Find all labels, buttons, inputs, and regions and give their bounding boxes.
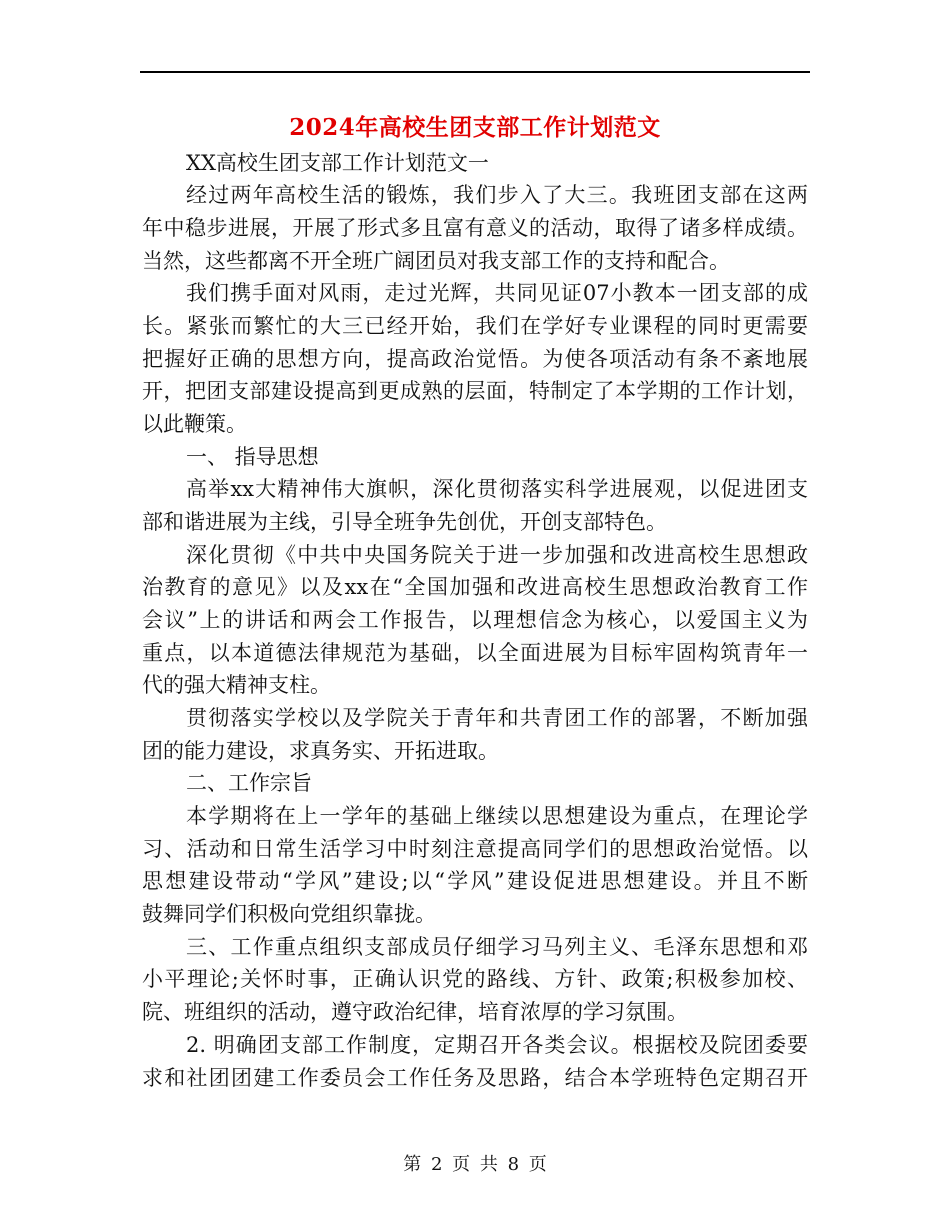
page-number: 第 2 页 共 8 页: [403, 1154, 547, 1175]
text-line: 院、班组织的活动，遵守政治纪律，培育浓厚的学习氛围。: [142, 1000, 688, 1025]
text-line: 代的强大精神支柱。: [142, 673, 331, 698]
paragraph: [142, 473, 808, 538]
text-line: 部和谐进展为主线，引导全班争先创优，开创支部特色。: [142, 510, 667, 535]
text-line: 治教育的意见》以及xx在“全国加强和改进高校生思想政治教育工作: [142, 575, 808, 600]
paragraph: [142, 1029, 808, 1094]
text-line: 我们携手面对风雨，走过光辉，共同见证07小教本一团支部的成: [186, 281, 808, 306]
text-line: 习、活动和日常生活学习中时刻注意提高同学们的思想政治觉悟。以: [142, 836, 808, 861]
section-heading: [142, 441, 808, 474]
text-line: 三、工作重点组织支部成员仔细学习马列主义、毛泽东思想和邓: [186, 934, 808, 959]
text-line: 2. 明确团支部工作制度，定期召开各类会议。根据校及院团委要: [186, 1032, 808, 1057]
text-line: 思想建设带动“学风”建设;以“学风”建设促进思想建设。并且不断: [142, 869, 808, 894]
text-line: 长。紧张而繁忙的大三已经开始，我们在学好专业课程的同时更需要: [142, 314, 808, 339]
text-line: 当然，这些都离不开全班广阔团员对我支部工作的支持和配合。: [142, 248, 730, 273]
text-line: 团的能力建设，求真务实、开拓进取。: [142, 738, 499, 763]
paragraph: [142, 702, 808, 767]
text-line: 以此鞭策。: [142, 412, 247, 437]
heading-line: 二、工作宗旨: [186, 771, 312, 796]
paragraph: [142, 539, 808, 702]
paragraph-subtitle: [142, 147, 808, 180]
paragraph: [142, 800, 808, 931]
paragraph: [142, 179, 808, 277]
text-line: 贯彻落实学校以及学院关于青年和共青团工作的部署，不断加强: [186, 706, 808, 731]
document-body: [142, 147, 808, 1094]
heading-line: 一、 指导思想: [186, 444, 319, 469]
text-line: 经过两年高校生活的锻炼，我们步入了大三。我班团支部在这两: [186, 183, 808, 208]
text-line: 把握好正确的思想方向，提高政治觉悟。为使各项活动有条不紊地展: [142, 346, 808, 371]
text-line: 求和社团团建工作委员会工作任务及思路，结合本学班特色定期召开: [142, 1065, 808, 1090]
paragraph: [142, 931, 808, 1029]
text-line: XX高校生团支部工作计划范文一: [186, 150, 489, 175]
text-line: 重点，以本道德法律规范为基础，以全面进展为目标牢固构筑青年一: [142, 640, 808, 665]
text-line: 本学期将在上一学年的基础上继续以思想建设为重点，在理论学: [186, 804, 808, 829]
text-line: 开，把团支部建设提高到更成熟的层面，特制定了本学期的工作计划，: [142, 379, 808, 404]
text-line: 小平理论;关怀时事，正确认识党的路线、方针、政策;积极参加校、: [142, 967, 808, 992]
document-title: 2024年高校生团支部工作计划范文: [289, 114, 661, 141]
text-line: 鼓舞同学们积极向党组织靠拢。: [142, 902, 436, 927]
text-line: 高举xx大精神伟大旗帜，深化贯彻落实科学进展观，以促进团支: [186, 477, 808, 502]
section-heading: [142, 767, 808, 800]
text-line: 会议”上的讲话和两会工作报告，以理想信念为核心，以爱国主义为: [142, 608, 808, 633]
paragraph: [142, 277, 808, 440]
text-line: 深化贯彻《中共中央国务院关于进一步加强和改进高校生思想政: [186, 542, 808, 567]
header-rule: [140, 71, 810, 73]
text-line: 年中稳步进展，开展了形式多且富有意义的活动，取得了诸多样成绩。: [142, 216, 808, 241]
